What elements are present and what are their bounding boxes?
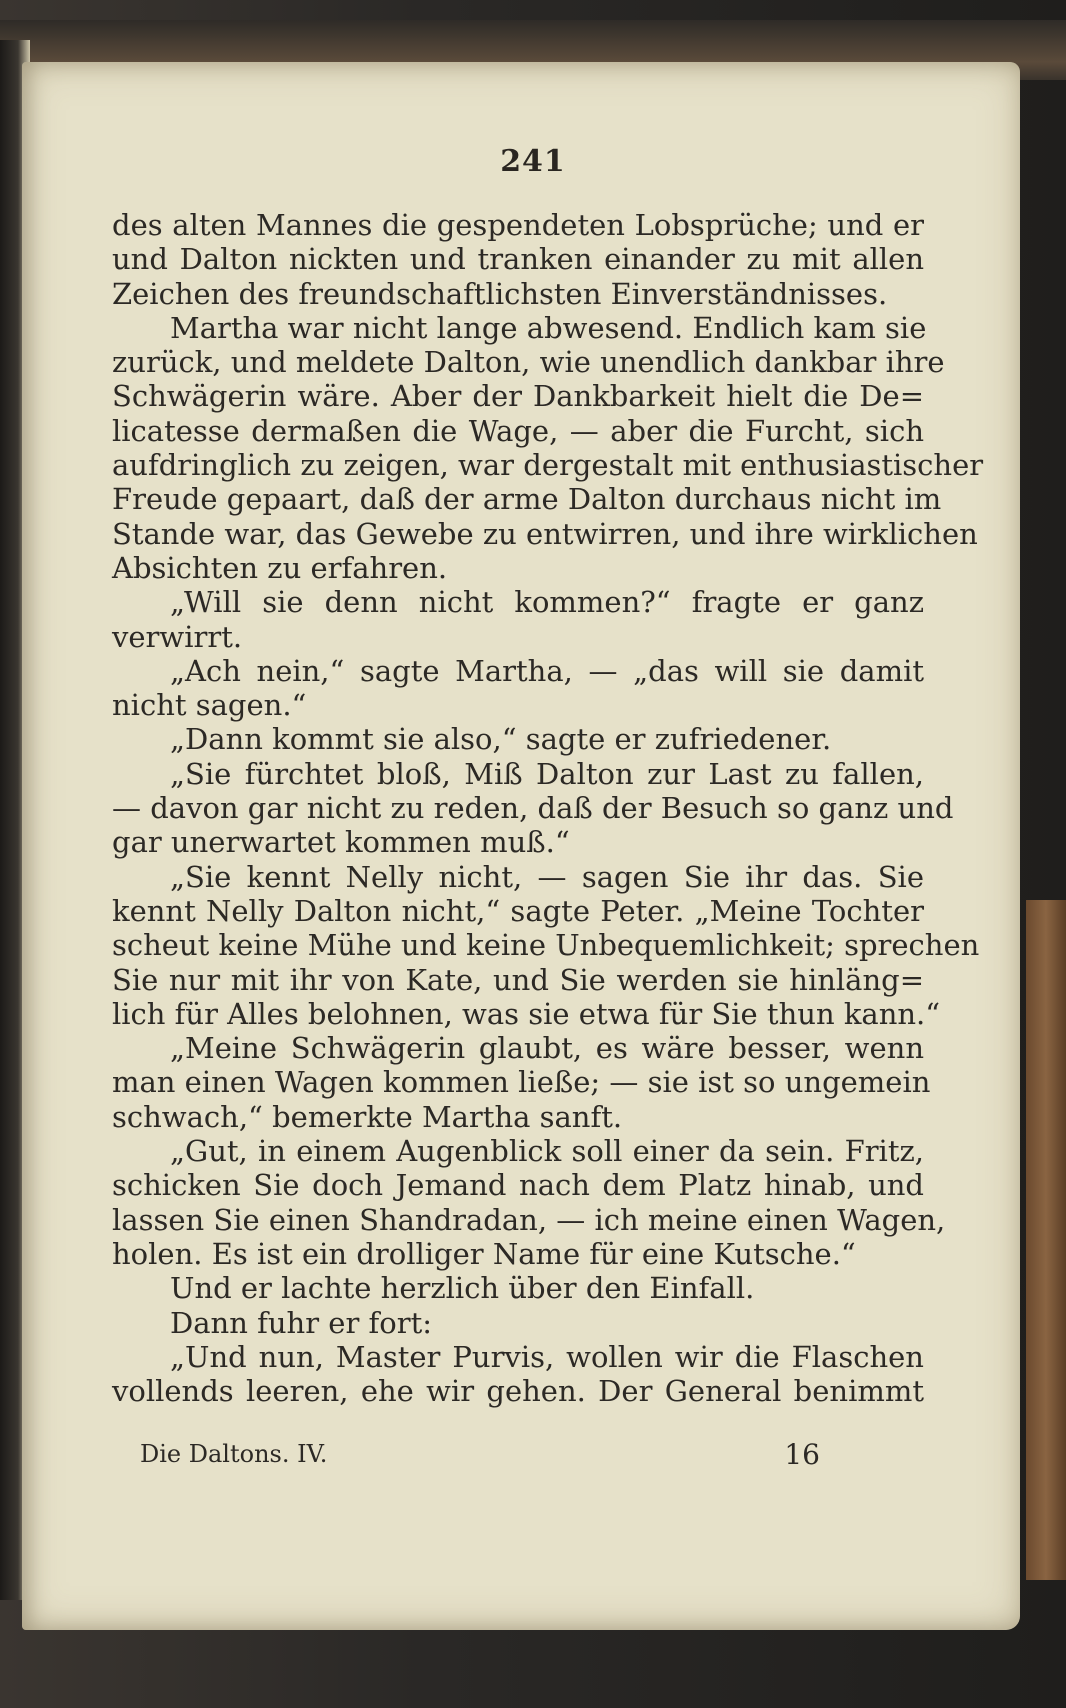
text-line: aufdringlich zu zeigen, war dergestalt mit enthusiastischer [112, 448, 984, 483]
text-line: — davon gar nicht zu reden, daß der Besuch so ganz und [112, 791, 954, 826]
text-line: schwach,“ bemerkte Martha sanft. [112, 1099, 623, 1134]
text-line: Zeichen des freundschaftlichsten Einverständnisses. [112, 276, 888, 311]
text-line: licatesse dermaßen die Wage, — aber die Furcht, sich [112, 413, 924, 448]
page-number: 241 [500, 144, 566, 179]
text-line: schicken Sie doch Jemand nach dem Platz hinab, und [112, 1168, 924, 1203]
text-line: Schwägerin wäre. Aber der Dankbarkeit hielt die De= [112, 379, 924, 414]
text-line: vollends leeren, ehe wir gehen. Der General benimmt [112, 1374, 924, 1409]
text-line: Freude gepaart, daß der arme Dalton durchaus nicht im [112, 482, 942, 517]
text-line: gar unerwartet kommen muß.“ [112, 825, 570, 860]
text-line: Und er lachte herzlich über den Einfall. [170, 1271, 755, 1306]
text-line: „Meine Schwägerin glaubt, es wäre besser, wenn [170, 1031, 924, 1066]
page-body-text [112, 208, 984, 1409]
sheet-number: 16 [784, 1438, 820, 1471]
text-line: „Ach nein,“ sagte Martha, — „das will sie damit [170, 653, 924, 688]
text-line: Martha war nicht lange abwesend. Endlich kam sie [170, 310, 927, 345]
text-line: holen. Es ist ein drolliger Name für eine Kutsche.“ [112, 1236, 856, 1271]
text-line: nicht sagen.“ [112, 688, 307, 723]
text-line: „Will sie denn nicht kommen?“ fragte er ganz [170, 585, 924, 620]
text-line: „Dann kommt sie also,“ sagte er zufriedener. [170, 722, 832, 757]
text-line: kennt Nelly Dalton nicht,“ sagte Peter. „Meine Tochter [112, 893, 924, 928]
leather-corner [1026, 900, 1066, 1580]
text-line: „Und nun, Master Purvis, wollen wir die Flaschen [170, 1339, 924, 1374]
text-line: zurück, und meldete Dalton, wie unendlich dankbar ihre [112, 345, 945, 380]
text-line: man einen Wagen kommen ließe; — sie ist so ungemein [112, 1065, 931, 1100]
text-line: scheut keine Mühe und keine Unbequemlichkeit; sprechen [112, 928, 980, 963]
text-line: „Gut, in einem Augenblick soll einer da sein. Fritz, [170, 1134, 924, 1169]
text-line: Absichten zu erfahren. [112, 550, 448, 585]
text-line: verwirrt. [112, 619, 243, 654]
text-line: „Sie kennt Nelly nicht, — sagen Sie ihr das. Sie [170, 859, 924, 894]
text-line: „Sie fürchtet bloß, Miß Dalton zur Last zu fallen, [170, 756, 924, 791]
text-line: lassen Sie einen Shandradan, — ich meine einen Wagen, [112, 1202, 946, 1237]
text-line: Dann fuhr er fort: [170, 1305, 433, 1340]
text-line: Stande war, das Gewebe zu entwirren, und ihre wirklichen [112, 516, 978, 551]
text-line: Sie nur mit ihr von Kate, und Sie werden sie hinläng= [112, 962, 924, 997]
text-line: und Dalton nickten und tranken einander zu mit allen [112, 242, 924, 277]
text-line: lich für Alles belohnen, was sie etwa für Sie thun kann.“ [112, 996, 941, 1031]
text-line: des alten Mannes die gespendeten Lobsprüche; und er [112, 208, 924, 242]
signature-mark: Die Daltons. IV. [140, 1440, 328, 1468]
